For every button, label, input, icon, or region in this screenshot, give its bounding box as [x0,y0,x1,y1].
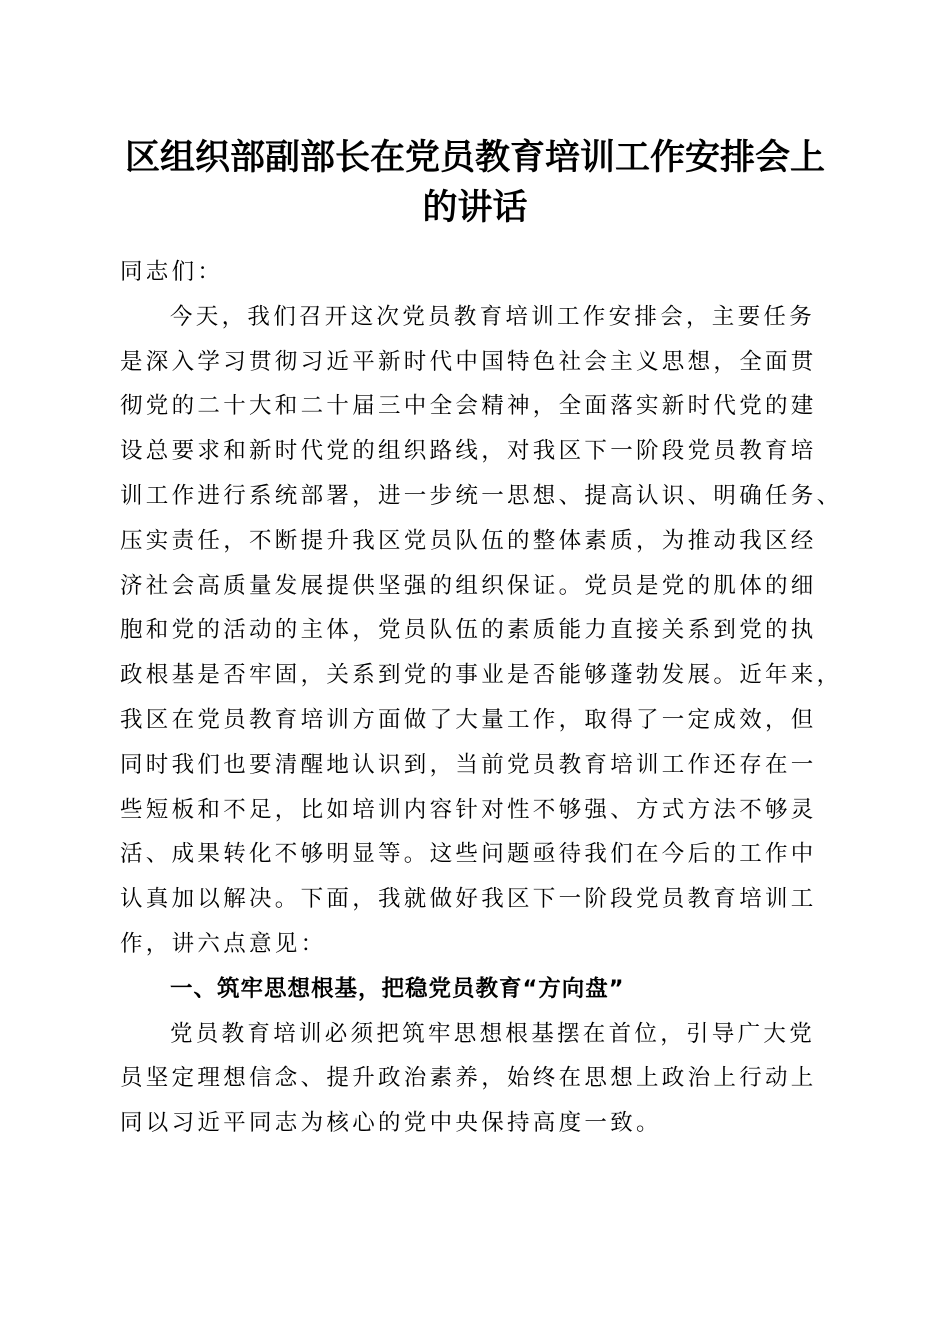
document-title [100,133,850,233]
paragraph-line: 员坚定理想信念、提升政治素养，始终在思想上政治上行动上 [120,1065,817,1092]
paragraph-line: 彻党的二十大和二十届三中全会精神，全面落实新时代党的建 [120,393,817,420]
paragraph-line: 党员教育培训必须把筑牢思想根基摆在首位，引导广大党 [170,1020,816,1047]
paragraph-line: 今天，我们召开这次党员教育培训工作安排会，主要任务 [170,303,816,330]
paragraph-line: 活、成果转化不够明显等。这些问题亟待我们在今后的工作中 [120,841,817,868]
paragraph-line: 政根基是否牢固，关系到党的事业是否能够蓬勃发展。近年来， [120,662,843,689]
paragraph-line: 同以习近平同志为核心的党中央保持高度一致。 [120,1110,662,1137]
document-body [120,250,843,1146]
paragraph-2 [120,1012,830,1146]
paragraph-line: 是深入学习贯彻习近平新时代中国特色社会主义思想，全面贯 [120,348,817,375]
salutation: 同志们： [120,259,224,285]
paragraph-line: 胞和党的活动的主体，党员队伍的素质能力直接关系到党的执 [120,617,817,644]
paragraph-line: 同时我们也要清醒地认识到，当前党员教育培训工作还存在一 [120,751,817,778]
paragraph-line: 训工作进行系统部署，进一步统一思想、提高认识、明确任务、 [120,482,843,509]
title-line-1: 区组织部副部长在党员教育培训工作安排会上 [124,137,825,178]
paragraph-line: 认真加以解决。下面，我就做好我区下一阶段党员教育培训工 [120,886,817,913]
paragraph-line: 压实责任，不断提升我区党员队伍的整体素质，为推动我区经 [120,527,817,554]
paragraph-line: 些短板和不足，比如培训内容针对性不够强、方式方法不够灵 [120,796,817,823]
paragraph-line: 我区在党员教育培训方面做了大量工作，取得了一定成效，但 [120,706,817,733]
paragraph-1 [120,295,843,967]
section-heading-1: 一、筑牢思想根基，把稳党员教育“方向盘” [170,975,625,1002]
paragraph-line: 作，讲六点意见： [120,930,327,957]
paragraph-line: 设总要求和新时代党的组织路线，对我区下一阶段党员教育培 [120,438,817,465]
title-line-2: 的讲话 [422,187,528,228]
paragraph-line: 济社会高质量发展提供坚强的组织保证。党员是党的肌体的细 [120,572,817,599]
